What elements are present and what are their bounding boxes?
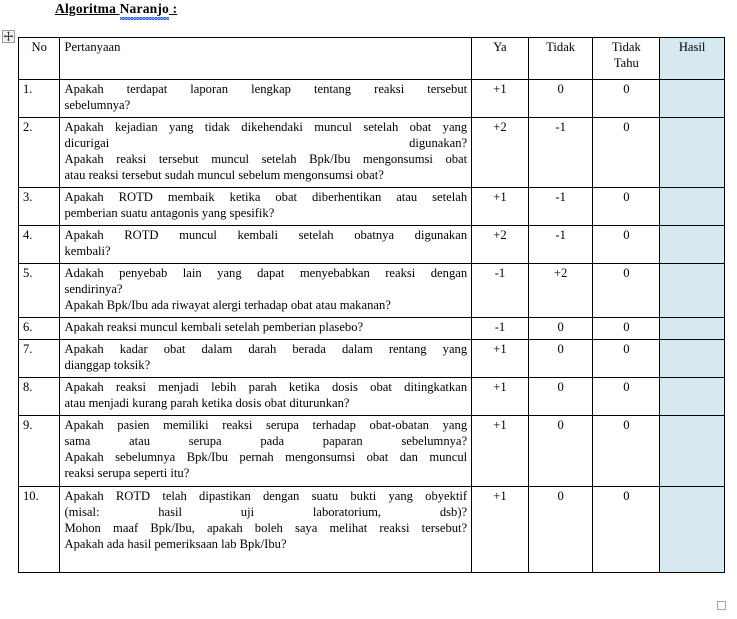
page-title-prefix: Algoritma [55, 1, 120, 16]
cell-question [60, 486, 472, 572]
table-row [19, 80, 725, 118]
cell-tidak-tahu: 0 [593, 80, 660, 118]
cell-ya: +2 [472, 117, 529, 187]
table-header-row [19, 38, 725, 80]
cell-no: 10. [19, 486, 60, 572]
cell-hasil[interactable] [660, 486, 725, 572]
question-line: Mohon maaf Bpk/Ibu, apakah boleh saya melihat reaksi tersebut? [64, 520, 468, 535]
cell-ya: +1 [472, 187, 529, 225]
cell-ya: -1 [472, 263, 529, 317]
question-line: atau reaksi tersebut sudah muncul sebelum mengonsumsi obat? [64, 167, 384, 182]
cell-no: 7. [19, 339, 60, 377]
question-line: Apakah ROTD muncul kembali setelah obatnya digunakan [64, 227, 468, 242]
cell-ya: +1 [472, 80, 529, 118]
cell-question [60, 317, 472, 339]
question-line: Apakah pasien memiliki reaksi serupa terhadap obat-obatan yang [64, 417, 468, 432]
cell-question [60, 339, 472, 377]
table-row [19, 225, 725, 263]
cell-question [60, 187, 472, 225]
cell-tidak-tahu: 0 [593, 486, 660, 572]
cell-tidak-tahu: 0 [593, 187, 660, 225]
cell-ya: -1 [472, 317, 529, 339]
cell-tidak: 0 [528, 339, 593, 377]
cell-tidak: -1 [528, 225, 593, 263]
page-title-misspelled-word: Naranjo [119, 1, 170, 16]
column-header-tidak-tahu-line1: Tidak [611, 40, 641, 54]
cell-tidak-tahu: 0 [593, 263, 660, 317]
question-line: dianggap toksik? [64, 357, 151, 372]
question-line: pemberian suatu antagonis yang spesifik? [64, 205, 275, 220]
cell-hasil[interactable] [660, 225, 725, 263]
cell-tidak-tahu: 0 [593, 339, 660, 377]
table-row [19, 117, 725, 187]
cell-no: 5. [19, 263, 60, 317]
cell-ya: +2 [472, 225, 529, 263]
question-line: Apakah kejadian yang tidak dikehendaki muncul setelah obat yang [64, 119, 468, 134]
cell-question [60, 80, 472, 118]
cell-no: 9. [19, 415, 60, 486]
cell-tidak: 0 [528, 486, 593, 572]
question-line: Apakah reaksi muncul kembali setelah pemberian plasebo? [64, 319, 364, 334]
cell-question [60, 415, 472, 486]
cell-question [60, 377, 472, 415]
column-header-tidak-tahu-line2: Tahu [613, 55, 639, 70]
resize-square-icon[interactable] [717, 601, 726, 610]
table-row [19, 317, 725, 339]
cell-question [60, 263, 472, 317]
page-title-suffix: : [169, 1, 178, 16]
question-line: Apakah Bpk/Ibu ada riwayat alergi terhadap obat atau makanan? [64, 297, 391, 312]
table-row [19, 377, 725, 415]
table-body [19, 80, 725, 573]
question-line: Apakah ROTD telah dipastikan dengan suatu bukti yang obyektif [64, 488, 468, 503]
cell-hasil[interactable] [660, 339, 725, 377]
column-header-tidak-tahu [593, 38, 660, 80]
page-title [55, 1, 177, 17]
question-line: kembali? [64, 243, 111, 258]
question-line: sendirinya? [64, 281, 123, 296]
cell-ya: +1 [472, 486, 529, 572]
cell-no: 6. [19, 317, 60, 339]
column-header-no: No [19, 38, 60, 80]
question-line: Apakah ROTD membaik ketika obat diberhentikan atau setelah [64, 189, 468, 204]
column-header-ya: Ya [472, 38, 529, 80]
question-line: Apakah reaksi tersebut muncul setelah Bpk/Ibu mengonsumsi obat [64, 151, 468, 166]
cell-question [60, 225, 472, 263]
cell-ya: +1 [472, 377, 529, 415]
question-line: sama atau serupa pada paparan sebelumnya? [64, 433, 468, 448]
cell-tidak-tahu: 0 [593, 415, 660, 486]
question-line: atau menjadi kurang parah ketika dosis obat diturunkan? [64, 395, 350, 410]
cell-tidak-tahu: 0 [593, 377, 660, 415]
question-line: sebelumnya? [64, 97, 131, 112]
table-header [19, 38, 725, 80]
move-cross-icon[interactable] [2, 30, 15, 43]
cell-tidak: -1 [528, 187, 593, 225]
table-row [19, 486, 725, 572]
question-line: Adakah penyebab lain yang dapat menyebabkan reaksi dengan [64, 265, 468, 280]
column-header-hasil: Hasil [660, 38, 725, 80]
cell-hasil[interactable] [660, 187, 725, 225]
cell-ya: +1 [472, 415, 529, 486]
cell-hasil[interactable] [660, 117, 725, 187]
cell-no: 4. [19, 225, 60, 263]
cell-tidak-tahu: 0 [593, 117, 660, 187]
question-line: Apakah reaksi menjadi lebih parah ketika dosis obat ditingkatkan [64, 379, 468, 394]
cell-no: 3. [19, 187, 60, 225]
cell-tidak: -1 [528, 117, 593, 187]
question-line: Apakah kadar obat dalam darah berada dalam rentang yang [64, 341, 468, 356]
cell-hasil[interactable] [660, 263, 725, 317]
cell-tidak: 0 [528, 80, 593, 118]
question-line: Apakah ada hasil pemeriksaan lab Bpk/Ibu? [64, 536, 287, 551]
table-row [19, 415, 725, 486]
cell-hasil[interactable] [660, 317, 725, 339]
naranjo-algorithm-table [18, 37, 725, 573]
cell-ya: +1 [472, 339, 529, 377]
cell-hasil[interactable] [660, 80, 725, 118]
cell-tidak: 0 [528, 415, 593, 486]
table-row [19, 339, 725, 377]
cell-tidak: 0 [528, 377, 593, 415]
cell-no: 1. [19, 80, 60, 118]
cell-question [60, 117, 472, 187]
table-row [19, 263, 725, 317]
question-line: Apakah sebelumnya Bpk/Ibu pernah mengonsumsi obat dan muncul [64, 449, 468, 464]
column-header-question: Pertanyaan [60, 38, 472, 80]
cell-tidak-tahu: 0 [593, 225, 660, 263]
table-row [19, 187, 725, 225]
question-line: Apakah terdapat laporan lengkap tentang reaksi tersebut [64, 82, 468, 96]
cell-hasil[interactable] [660, 415, 725, 486]
column-header-tidak: Tidak [528, 38, 593, 80]
cell-hasil[interactable] [660, 377, 725, 415]
cell-no: 2. [19, 117, 60, 187]
question-line: (misal: hasil uji laboratorium, dsb)? [64, 504, 468, 519]
cell-tidak-tahu: 0 [593, 317, 660, 339]
cell-tidak: +2 [528, 263, 593, 317]
cell-tidak: 0 [528, 317, 593, 339]
cell-no: 8. [19, 377, 60, 415]
question-line: reaksi serupa seperti itu? [64, 465, 190, 480]
question-line: dicurigai digunakan? [64, 135, 468, 150]
